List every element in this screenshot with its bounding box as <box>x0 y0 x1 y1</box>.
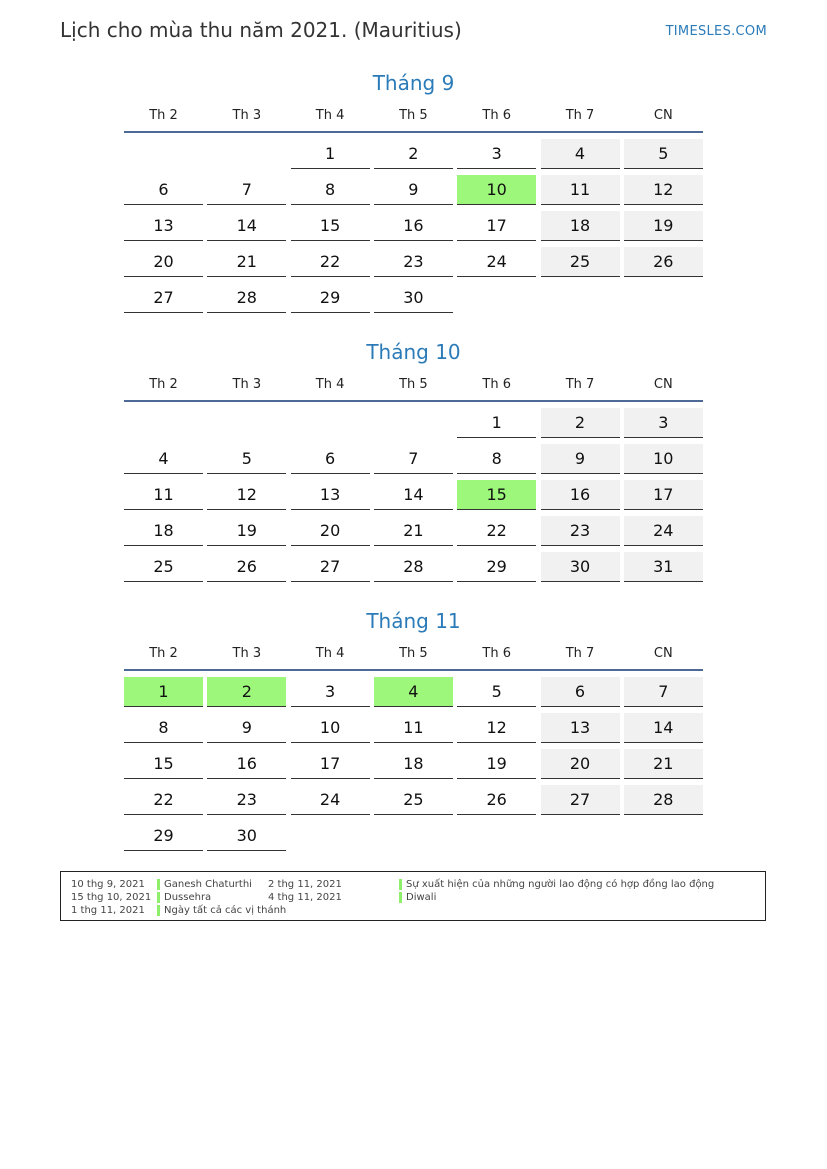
day-cell: 5 <box>457 677 536 707</box>
day-cell: 13 <box>291 480 370 510</box>
weekday-label: Th 4 <box>315 377 345 392</box>
day-cell: 18 <box>541 211 620 241</box>
day-cell: 21 <box>207 247 286 277</box>
day-cell: 11 <box>374 713 453 743</box>
day-cell: 21 <box>374 516 453 546</box>
legend-date: 15 thg 10, 2021 <box>71 892 152 903</box>
legend-date: 2 thg 11, 2021 <box>268 879 342 890</box>
legend-holiday-name: Ngày tất cả các vị thánh <box>164 905 287 916</box>
day-cell: 1 <box>291 139 370 169</box>
day-cell: 6 <box>124 175 203 205</box>
weekday-label: Th 3 <box>232 377 262 392</box>
weekday-label: Th 5 <box>399 377 428 392</box>
legend-holiday-name: Sự xuất hiện của những người lao động có hợp đồng lao động <box>406 879 715 890</box>
day-cell: 27 <box>124 283 203 313</box>
day-cell: 3 <box>624 408 703 438</box>
weekday-label: Th 3 <box>232 646 262 661</box>
day-cell: 25 <box>124 552 203 582</box>
day-cell: 8 <box>457 444 536 474</box>
day-cell: 30 <box>207 821 286 851</box>
day-cell: 29 <box>291 283 370 313</box>
weekday-label: CN <box>653 108 673 123</box>
weekday-label: CN <box>653 377 673 392</box>
day-cell: 4 <box>124 444 203 474</box>
day-cell: 7 <box>624 677 703 707</box>
day-cell: 20 <box>541 749 620 779</box>
day-cell: 6 <box>541 677 620 707</box>
day-cell: 1 <box>457 408 536 438</box>
day-cell: 16 <box>207 749 286 779</box>
day-cell: 13 <box>124 211 203 241</box>
day-cell: 24 <box>291 785 370 815</box>
day-cell: 30 <box>541 552 620 582</box>
day-cell: 7 <box>207 175 286 205</box>
legend-date: 1 thg 11, 2021 <box>71 905 145 916</box>
month-title: Tháng 10 <box>366 340 461 364</box>
weekday-label: Th 5 <box>399 646 428 661</box>
legend-color-marker <box>399 879 402 890</box>
day-cell: 14 <box>207 211 286 241</box>
holiday-legend <box>60 871 766 921</box>
day-cell: 16 <box>541 480 620 510</box>
weekday-label: Th 4 <box>315 108 345 123</box>
month-calendar <box>124 606 703 845</box>
day-cell: 23 <box>541 516 620 546</box>
weekday-header <box>124 106 703 133</box>
weekday-label: Th 6 <box>482 377 511 392</box>
day-cell: 22 <box>291 247 370 277</box>
month-calendar <box>124 337 703 576</box>
day-cell: 14 <box>624 713 703 743</box>
day-cell: 28 <box>207 283 286 313</box>
day-cell: 17 <box>291 749 370 779</box>
day-cell: 12 <box>457 713 536 743</box>
day-cell: 20 <box>124 247 203 277</box>
legend-holiday-name: Dussehra <box>164 892 212 903</box>
legend-color-marker <box>157 879 160 890</box>
day-cell: 28 <box>624 785 703 815</box>
day-cell: 22 <box>124 785 203 815</box>
day-cell: 19 <box>207 516 286 546</box>
day-cell: 24 <box>624 516 703 546</box>
day-cell: 26 <box>457 785 536 815</box>
day-cell: 27 <box>541 785 620 815</box>
legend-date: 4 thg 11, 2021 <box>268 892 342 903</box>
day-cell: 6 <box>291 444 370 474</box>
weekday-label: Th 6 <box>482 646 511 661</box>
weekday-label: Th 7 <box>565 108 595 123</box>
day-cell: 22 <box>457 516 536 546</box>
site-link[interactable]: TIMESLES.COM <box>665 24 767 39</box>
day-cell: 14 <box>374 480 453 510</box>
month-title: Tháng 9 <box>372 71 455 95</box>
header-rule <box>124 131 703 133</box>
day-cell: 13 <box>541 713 620 743</box>
day-cell: 26 <box>207 552 286 582</box>
day-cell: 3 <box>291 677 370 707</box>
weekday-label: Th 6 <box>482 108 511 123</box>
day-cell: 8 <box>291 175 370 205</box>
weekday-header <box>124 375 703 402</box>
weekday-label: Th 2 <box>149 646 178 661</box>
day-cell: 15 <box>291 211 370 241</box>
day-cell: 18 <box>374 749 453 779</box>
day-cell: 23 <box>207 785 286 815</box>
day-cell: 29 <box>124 821 203 851</box>
day-cell: 10 <box>291 713 370 743</box>
weekday-label: Th 3 <box>232 108 262 123</box>
holiday-day-cell: 15 <box>457 480 536 510</box>
weekday-label: Th 5 <box>399 108 428 123</box>
legend-holiday-name: Ganesh Chaturthi <box>164 879 252 890</box>
day-cell: 21 <box>624 749 703 779</box>
header-rule <box>124 400 703 402</box>
legend-holiday-name: Diwali <box>406 892 437 903</box>
weekday-label: Th 7 <box>565 377 595 392</box>
day-cell: 11 <box>541 175 620 205</box>
month-title: Tháng 11 <box>366 609 461 633</box>
holiday-day-cell: 4 <box>374 677 453 707</box>
day-cell: 28 <box>374 552 453 582</box>
day-cell: 9 <box>207 713 286 743</box>
day-cell: 20 <box>291 516 370 546</box>
day-cell: 27 <box>291 552 370 582</box>
day-cell: 4 <box>541 139 620 169</box>
day-cell: 5 <box>207 444 286 474</box>
weekday-label: Th 7 <box>565 646 595 661</box>
day-cell: 26 <box>624 247 703 277</box>
day-cell: 23 <box>374 247 453 277</box>
day-cell: 24 <box>457 247 536 277</box>
page-title: Lịch cho mùa thu năm 2021. (Mauritius) <box>60 18 462 42</box>
month-calendar <box>124 68 703 307</box>
day-cell: 5 <box>624 139 703 169</box>
day-cell: 11 <box>124 480 203 510</box>
day-cell: 19 <box>624 211 703 241</box>
holiday-day-cell: 10 <box>457 175 536 205</box>
weekday-label: CN <box>653 646 673 661</box>
legend-color-marker <box>157 892 160 903</box>
day-cell: 25 <box>374 785 453 815</box>
day-cell: 31 <box>624 552 703 582</box>
holiday-day-cell: 2 <box>207 677 286 707</box>
day-cell: 25 <box>541 247 620 277</box>
day-cell: 17 <box>624 480 703 510</box>
legend-color-marker <box>399 892 402 903</box>
weekday-label: Th 2 <box>149 377 178 392</box>
day-cell: 17 <box>457 211 536 241</box>
day-cell: 18 <box>124 516 203 546</box>
day-cell: 9 <box>374 175 453 205</box>
day-cell: 30 <box>374 283 453 313</box>
day-cell: 7 <box>374 444 453 474</box>
day-cell: 2 <box>541 408 620 438</box>
day-cell: 12 <box>624 175 703 205</box>
weekday-label: Th 4 <box>315 646 345 661</box>
weekday-label: Th 2 <box>149 108 178 123</box>
legend-color-marker <box>157 905 160 916</box>
day-cell: 15 <box>124 749 203 779</box>
day-cell: 3 <box>457 139 536 169</box>
legend-date: 10 thg 9, 2021 <box>71 879 145 890</box>
day-cell: 12 <box>207 480 286 510</box>
day-cell: 2 <box>374 139 453 169</box>
day-cell: 19 <box>457 749 536 779</box>
day-cell: 29 <box>457 552 536 582</box>
day-cell: 10 <box>624 444 703 474</box>
header-rule <box>124 669 703 671</box>
day-cell: 9 <box>541 444 620 474</box>
weekday-header <box>124 644 703 671</box>
holiday-day-cell: 1 <box>124 677 203 707</box>
day-cell: 16 <box>374 211 453 241</box>
day-cell: 8 <box>124 713 203 743</box>
